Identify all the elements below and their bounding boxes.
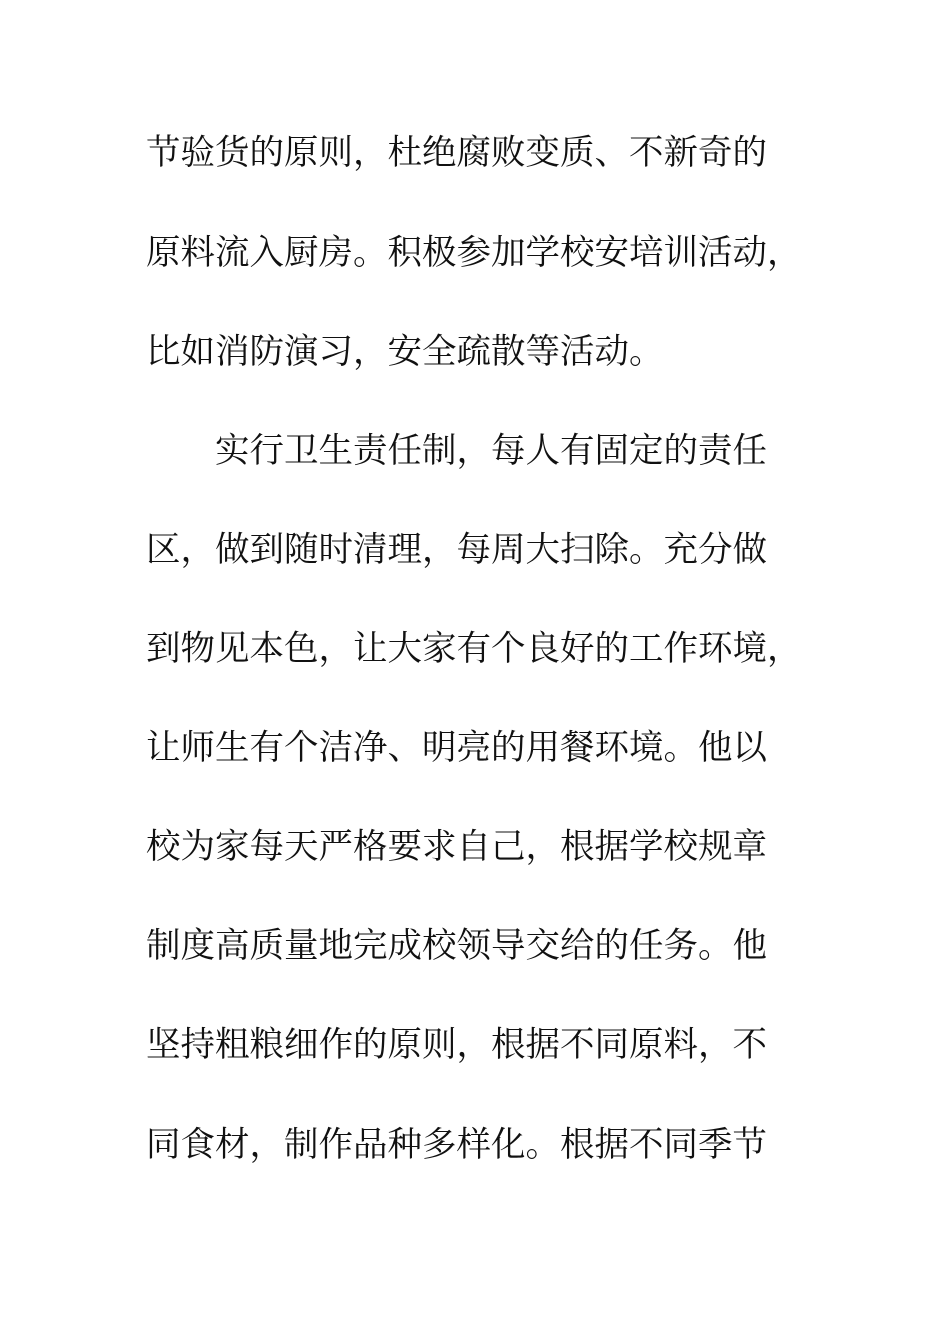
text-line: 校为家每天严格要求自己，根据学校规章	[146, 827, 767, 867]
text-line: 原料流入厨房。积极参加学校安培训活动，	[146, 233, 802, 273]
text-line: 让师生有个洁净、明亮的用餐环境。他以	[146, 728, 767, 768]
text-line: 坚持粗粮细作的原则，根据不同原料，不	[146, 1025, 767, 1065]
text-line: 制度高质量地完成校领导交给的任务。他	[146, 926, 767, 966]
paragraph-first-line: 实行卫生责任制，每人有固定的责任	[215, 431, 767, 471]
text-line: 到物见本色，让大家有个良好的工作环境，	[146, 629, 802, 669]
text-line: 比如消防演习，安全疏散等活动。	[146, 332, 664, 372]
text-line: 同食材，制作品种多样化。根据不同季节	[146, 1125, 767, 1165]
text-line: 区，做到随时清理，每周大扫除。充分做	[146, 530, 767, 570]
text-line: 节验货的原则，杜绝腐败变质、不新奇的	[146, 133, 767, 173]
